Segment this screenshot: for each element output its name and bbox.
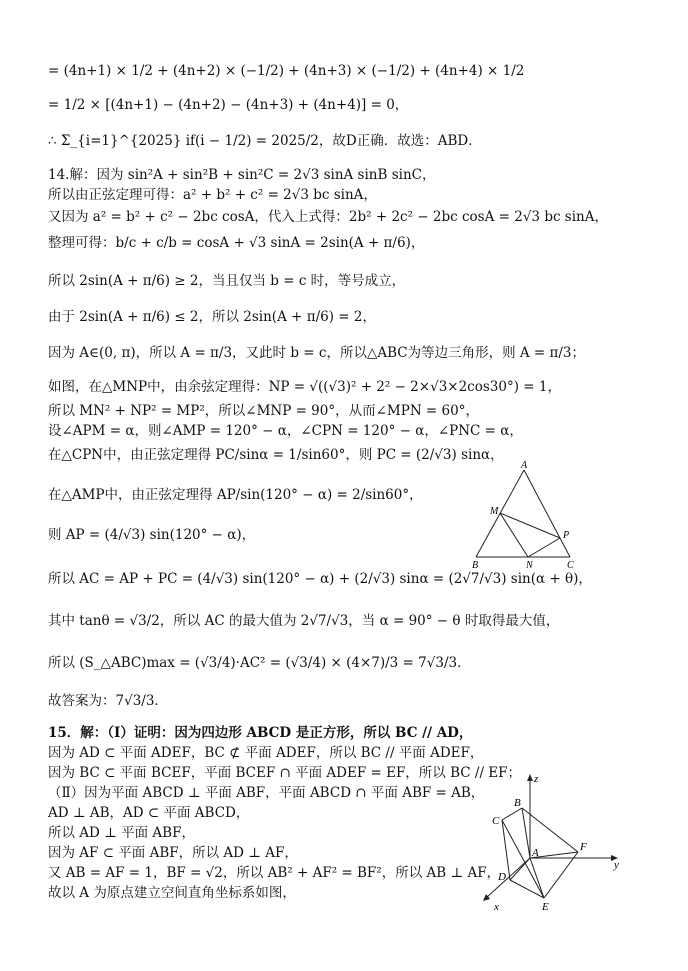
text-line: 其中 tanθ = √3/2，所以 AC 的最大值为 2√7/√3，当 α = 90° − θ 时取得最大值，: [48, 613, 560, 629]
text-line: 则 AP = (4/√3) sin(120° − α)，: [48, 527, 256, 543]
text-line: = (4n+1) × 1/2 + (4n+2) × (−1/2) + (4n+3) × (−1/2) + (4n+4) × 1/2: [48, 63, 525, 79]
text-line: 因为 BC ⊂ 平面 BCEF，平面 BCEF ∩ 平面 ADEF = EF，所以 BC // EF；: [48, 765, 522, 781]
label-b: B: [514, 797, 521, 809]
label-c: C: [492, 815, 500, 827]
text-line: 因为 A∈(0, π)，所以 A = π/3，又此时 b = c，所以△ABC为等边三角形，则 A = π/3；: [48, 345, 586, 361]
text-line: 故答案为：7√3/3．: [48, 693, 168, 709]
edge-ba: [522, 808, 530, 858]
edge-ef: [544, 852, 578, 898]
edge-ce: [502, 820, 544, 898]
label-p: P: [563, 530, 570, 541]
text-line: 因为 AD ⊂ 平面 ADEF，BC ⊄ 平面 ADEF，所以 BC // 平面 ADEF，: [48, 745, 484, 761]
text-line: 由于 2sin(A + π/6) ≤ 2，所以 2sin(A + π/6) = 2，: [48, 309, 376, 325]
text-line: ∴ Σ_{i=1}^{2025} if(i − 1/2) = 2025/2，故D正确．故选：ABD．: [48, 133, 482, 149]
text-line: 在△CPN中，由正弦定理得 PC/sinα = 1/sin60°，则 PC = (2/√3) sinα，: [48, 447, 504, 463]
text-line: 15．解：（Ⅰ）证明：因为四边形 ABCD 是正方形，所以 BC // AD，: [48, 725, 473, 741]
text-line: 14.解：因为 sin²A + sin²B + sin²C = 2√3 sinA sinB sinC，: [48, 167, 436, 183]
text-line: 整理可得：b/c + c/b = cosA + √3 sinA = 2sin(A + π/6)，: [48, 235, 425, 251]
text-line: 所以 MN² + NP² = MP²，所以∠MNP = 90°，从而∠MPN = 60°，: [48, 403, 479, 419]
axis-label-z: z: [534, 773, 539, 785]
text-line: 所以 (S_△ABC)max = (√3/4)·AC² = (√3/4) × (4×7)/3 = 7√3/3．: [48, 655, 471, 671]
side-ac: [524, 470, 570, 557]
axis-label-x: x: [494, 901, 499, 912]
z-arrow: [527, 774, 533, 781]
text-line: 所以 2sin(A + π/6) ≥ 2，当且仅当 b = c 时，等号成立，: [48, 273, 406, 289]
text-line: 又 AB = AF = 1，BF = √2，所以 AB² + AF² = BF²，所以 AB ⊥ AF，: [48, 865, 501, 881]
label-c: C: [567, 560, 574, 571]
text-line: 故以 A 为原点建立空间直角坐标系如图，: [48, 885, 296, 901]
label-b: B: [472, 560, 479, 571]
segment-np: [528, 538, 560, 557]
edge-bc: [502, 808, 522, 820]
text-line: 因为 AF ⊂ 平面 ABF，所以 AD ⊥ AF，: [48, 845, 298, 861]
label-a: A: [521, 460, 528, 471]
text-line: 如图，在△MNP中，由余弦定理得：NP = √((√3)² + 2² − 2×√3×2cos30°) = 1，: [48, 379, 561, 395]
label-a: A: [532, 847, 539, 859]
axis-label-y: y: [614, 859, 619, 871]
text-line: 在△AMP中，由正弦定理得 AP/sin(120° − α) = 2/sin60°，: [48, 487, 423, 503]
text-line: 所以由正弦定理可得：a² + b² + c² = 2√3 bc sinA，: [48, 187, 377, 203]
triangle-figure: [466, 460, 586, 575]
label-d: D: [498, 871, 506, 883]
text-line: 所以 AC = AP + PC = (4/√3) sin(120° − α) + (2/√3) sinα = (2√7/√3) sin(α + θ)，: [48, 571, 592, 587]
text-line: （Ⅱ）因为平面 ABCD ⊥ 平面 ABF，平面 ABCD ∩ 平面 ABF = AB，: [48, 785, 485, 801]
segment-mp: [500, 513, 560, 538]
edge-ad: [510, 858, 530, 880]
label-n: N: [526, 560, 533, 571]
text-line: AD ⊥ AB，AD ⊂ 平面 ABCD，: [48, 805, 250, 821]
label-m: M: [490, 506, 499, 517]
segment-mn: [500, 513, 528, 557]
label-e: E: [542, 901, 549, 912]
text-line: 设∠APM = α，则∠AMP = 120° − α，∠CPN = 120° − α，∠PNC = α，: [48, 423, 523, 439]
solid-figure: [474, 772, 634, 912]
text-line: 又因为 a² = b² + c² − 2bc cosA，代入上式得：2b² + 2c² − 2bc cosA = 2√3 bc sinA，: [48, 209, 608, 225]
text-line: 所以 AD ⊥ 平面 ABF，: [48, 825, 195, 841]
label-f: F: [580, 841, 587, 853]
text-line: = 1/2 × [(4n+1) − (4n+2) − (4n+3) + (4n+4)] = 0，: [48, 97, 409, 113]
